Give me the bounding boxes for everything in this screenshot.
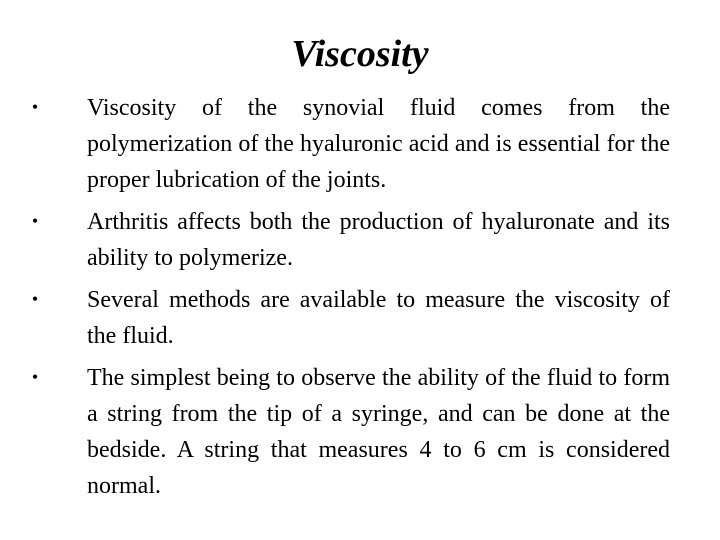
bullet-marker-icon: • (31, 211, 39, 231)
slide-title: Viscosity (291, 33, 429, 75)
bullet-marker-icon: • (31, 289, 39, 309)
bullet-text: The simplest being to observe the ability of the fluid to form a string from the tip of a syringe, and can be done at the bedside. A string that measures 4 to 6 cm is considered normal. (87, 365, 670, 499)
bullet-marker-icon: • (31, 97, 39, 117)
bullet-text: Viscosity of the synovial fluid comes from the polymerization of the hyaluronic acid and is essential for the proper lubrication of the joints. (87, 95, 670, 193)
bullet-marker-icon: • (31, 367, 39, 387)
bullet-text: Several methods are available to measure the viscosity of the fluid. (87, 287, 670, 349)
bullet-text: Arthritis affects both the production of hyaluronate and its ability to polymerize. (87, 209, 670, 271)
bullet-item-viscosity (0, 90, 720, 198)
bullet-item-arthritis (0, 204, 720, 276)
bullet-item-methods (0, 282, 720, 354)
bullet-item-string-test (0, 360, 720, 504)
bullet-list (0, 90, 720, 510)
